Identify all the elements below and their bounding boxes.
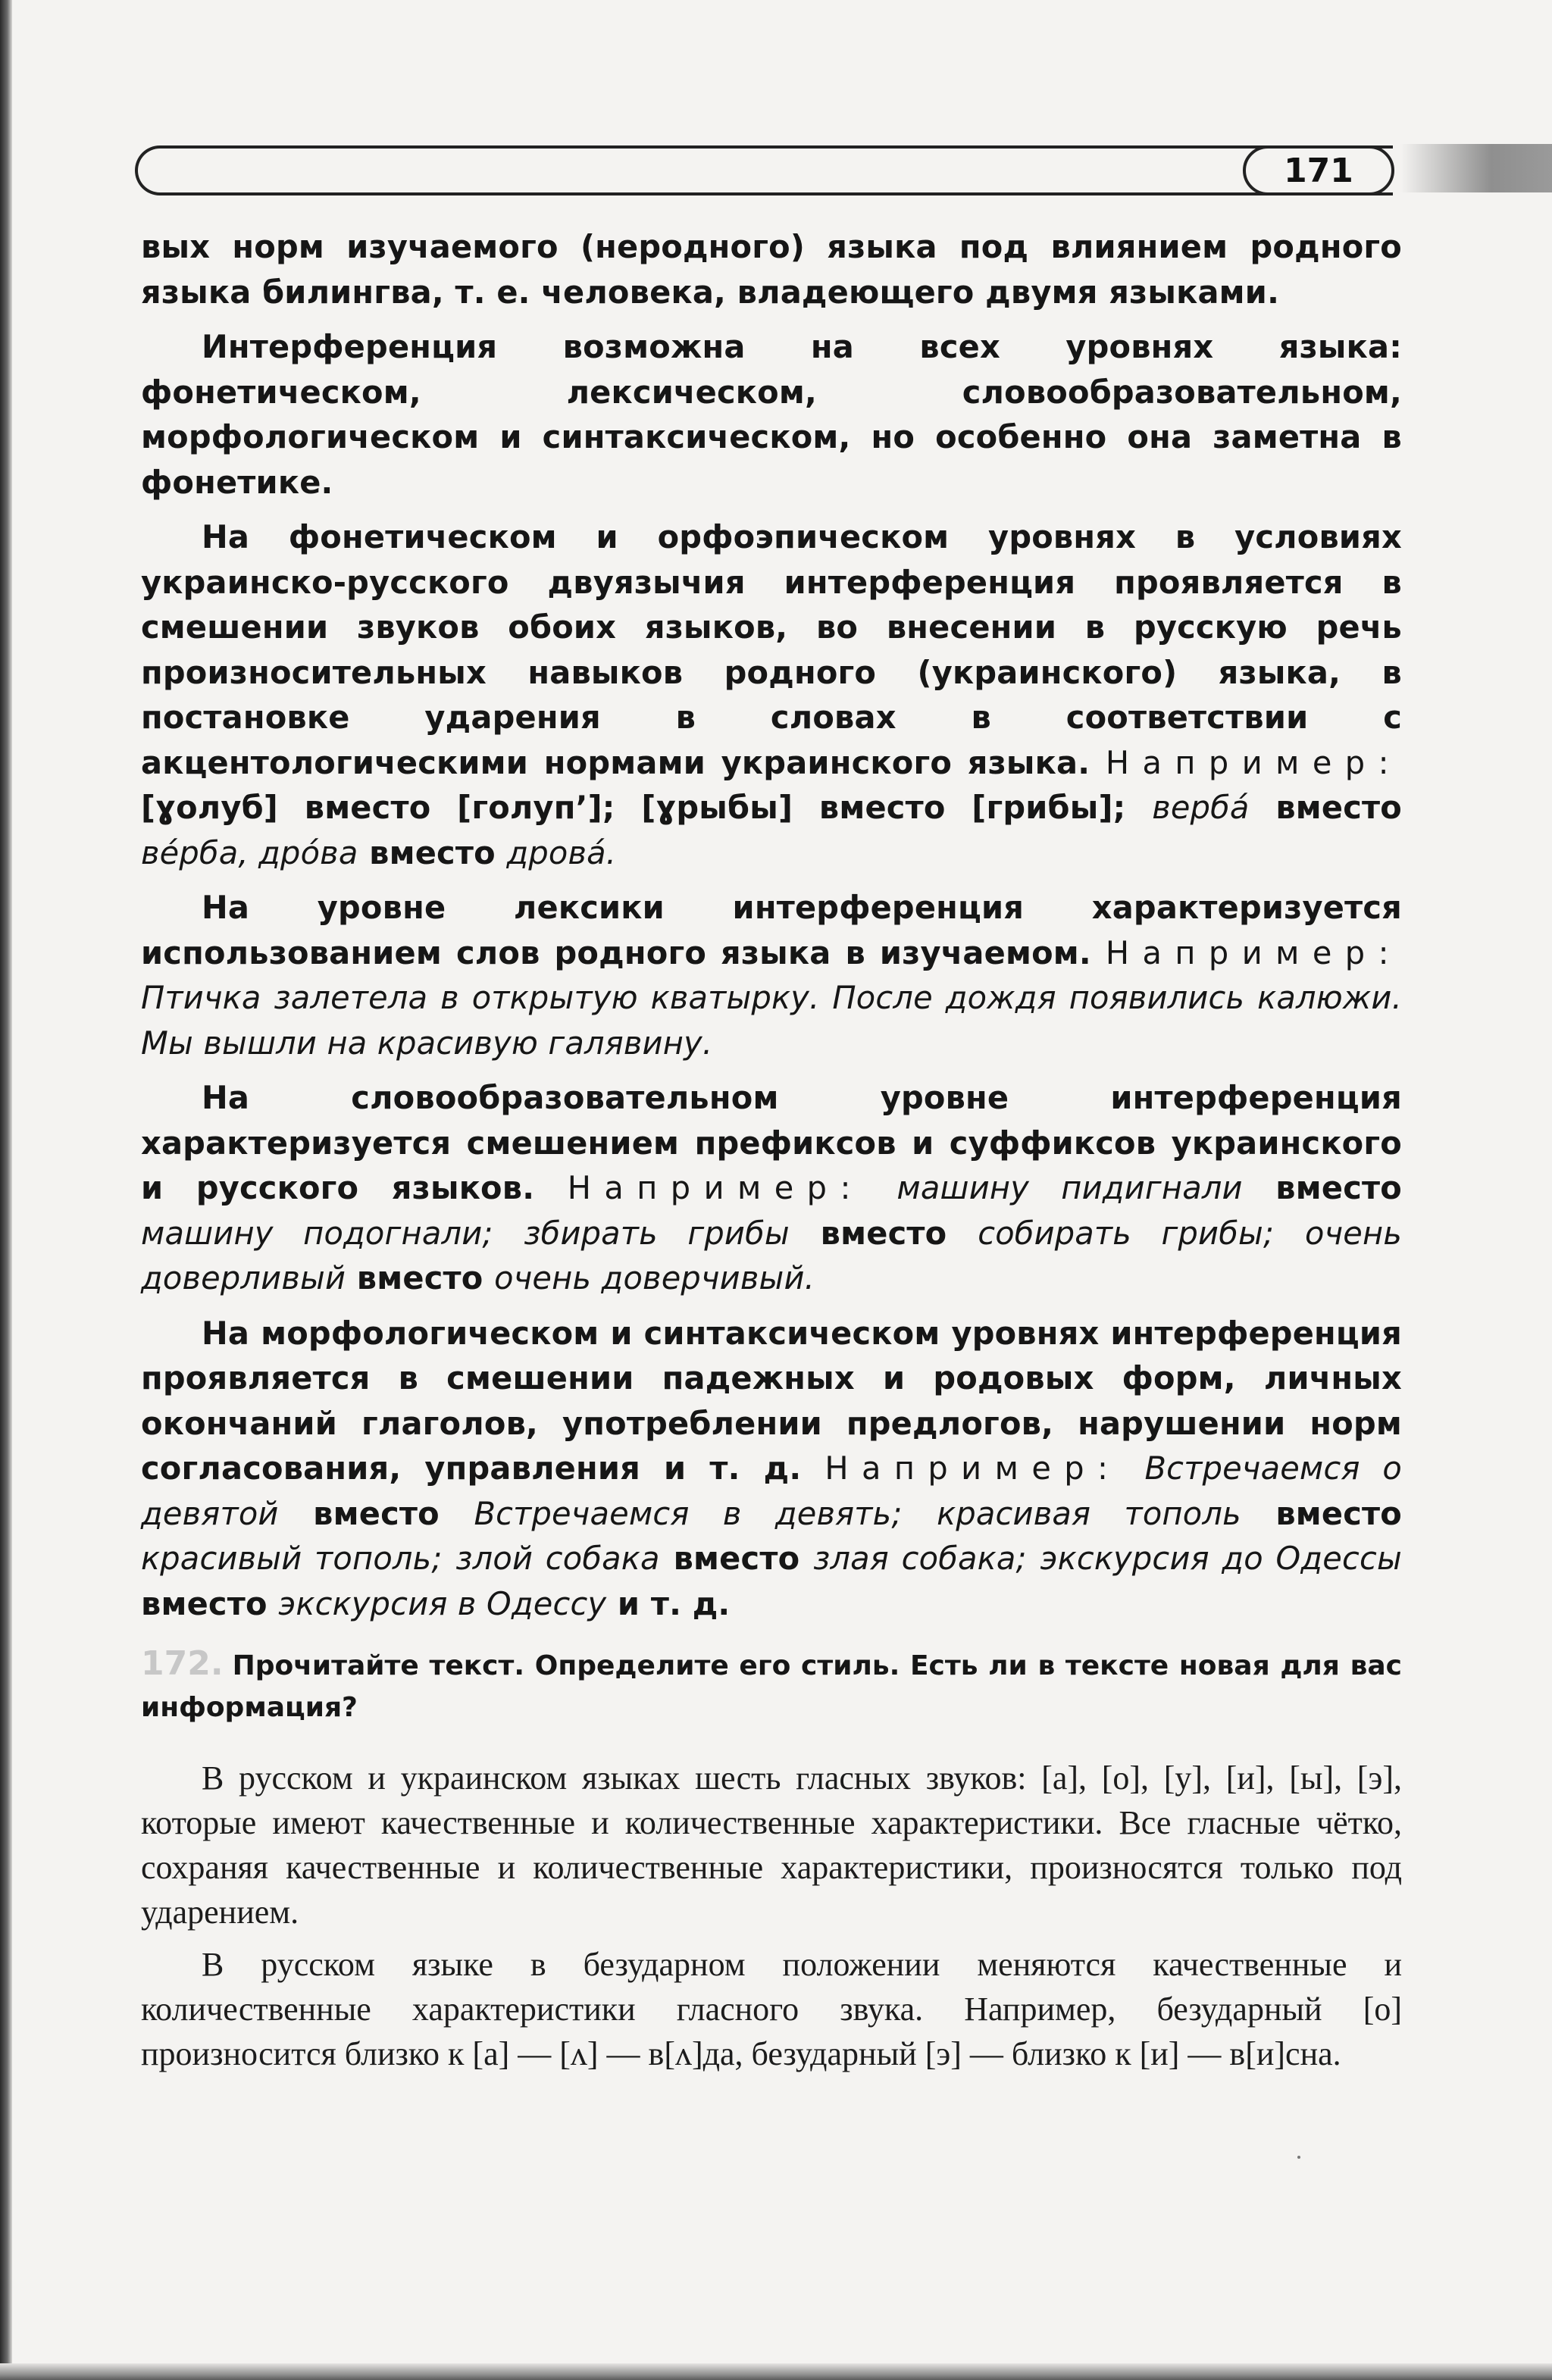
example-label: Например: <box>1105 934 1402 971</box>
instead-word: вместо <box>1275 789 1403 826</box>
morph-example: экскурсия до Одессы <box>1040 1540 1403 1577</box>
wf-example: збирать грибы <box>524 1214 790 1252</box>
morph-example: красивый тополь; <box>141 1540 443 1577</box>
page-spine-shadow <box>0 0 12 2380</box>
instead-word: вместо <box>356 1259 483 1296</box>
paragraph-lexical-level <box>141 885 1402 1065</box>
phonetic-text: На фонетическом и орфоэпическом уровнях в условиях украинско-русского двуязычия интерференция проявляется в смешении звуков обоих языков, во внесении в русскую речь произносительных навыков родного (украинского) языка, в постановке ударения в словах в соответствии с акцентологическими нормами украинского языка. <box>141 518 1402 781</box>
morph-text: На морфологическом и синтаксическом уровнях интерференция проявляется в смешении падежных и родовых форм, личных окончаний глаголов, употреблении предлогов, нарушении норм согласования, управления и т. д. <box>141 1314 1402 1487</box>
reading-paragraph-1: В русском и украинском языках шесть гласных звуков: [а], [о], [у], [и], [ы], [э], которые имеют качественные и количественные характеристики. Все гласные чётко, сохраняя качественные и количественные характеристики, произносятся только под ударением. <box>141 1759 1402 1931</box>
morph-example: злой собака <box>455 1540 660 1577</box>
morph-example: Встречаемся в девять; <box>474 1494 903 1532</box>
header-rule <box>135 145 1393 195</box>
example-label: Например: <box>1105 743 1402 781</box>
etc-text: и т. д. <box>617 1584 731 1622</box>
paragraph-phonetic-level <box>141 514 1402 875</box>
morph-example: красивая тополь <box>937 1494 1241 1532</box>
instead-word: вместо <box>1275 1494 1403 1532</box>
reading-paragraph-2: В русском языке в безударном положении меняются качественные и количественные характеристики гласного звука. Например, безударный [о] произносится близко к [а] — [ʌ] — в[ʌ]да, безударный [э] — близко к [и] — в[и]сна. <box>141 1946 1402 2072</box>
instead-word: вместо <box>141 1584 268 1622</box>
wf-example: машину подогнали; <box>141 1214 493 1252</box>
exercise-task <box>141 1643 1402 1728</box>
morph-example: злая собака; <box>813 1540 1027 1577</box>
phonetic-example-1: [ɣолуб] вместо [голуп’]; [ɣрыбы] вместо [грибы]; <box>141 789 1126 826</box>
instead-word: вместо <box>313 1494 440 1532</box>
stress-example-3: дрова́. <box>506 833 617 871</box>
page-bottom-shadow <box>0 2363 1552 2380</box>
wf-example: очень доверчивый. <box>494 1259 815 1296</box>
exercise-instruction: Прочитайте текст. Определите его стиль. Есть ли в тексте новая для вас информация? <box>141 1650 1402 1723</box>
morph-example: Встречаемся о девятой <box>141 1450 1402 1532</box>
example-label: Например: <box>567 1169 864 1206</box>
instead-word: вместо <box>673 1540 800 1577</box>
word-formation-text: На словообразовательном уровне интерференция характеризуется смешением префиксов и суффиксов украинского и русского языков. <box>141 1079 1402 1206</box>
paragraph-word-formation-level <box>141 1075 1402 1301</box>
example-label: Например: <box>824 1450 1122 1487</box>
exercise-number: 172. <box>141 1644 224 1683</box>
wf-example: машину пидигнали <box>896 1169 1243 1206</box>
print-speck <box>1297 2156 1300 2159</box>
page-edge-shadow <box>1400 144 1552 192</box>
stress-example-2: ве́рба, дро́ва <box>141 833 358 871</box>
paragraph-interference-levels: Интерференция возможна на всех уровнях языка: фонетическом, лексическом, словообразовательном, морфологическом и синтаксическом, но особенно она заметна в фонетике. <box>141 328 1402 501</box>
stress-example-1: верба́ <box>1152 789 1250 826</box>
paragraph-continuation: вых норм изучаемого (неродного) языка под влиянием родного языка билингва, т. е. человека, владеющего двумя языками. <box>141 228 1402 311</box>
wf-example: собирать грибы; <box>978 1214 1275 1252</box>
instead-word: вместо <box>369 833 496 871</box>
instead-word: вместо <box>820 1214 947 1252</box>
lexical-example: Птичка залетела в открытую кватырку. После дождя появились калюжи. Мы вышли на красивую галявину. <box>141 979 1402 1062</box>
wf-example: очень доверливый <box>141 1214 1403 1296</box>
page-number: 171 <box>1243 145 1394 195</box>
instead-word: вместо <box>1275 1169 1402 1206</box>
morph-example: экскурсия в Одессу <box>278 1584 607 1622</box>
lexical-text: На уровне лексики интерференция характеризуется использованием слов родного языка в изучаемом. <box>141 889 1402 971</box>
page-content <box>141 224 1402 2076</box>
paragraph-morph-syntax-level <box>141 1311 1402 1627</box>
